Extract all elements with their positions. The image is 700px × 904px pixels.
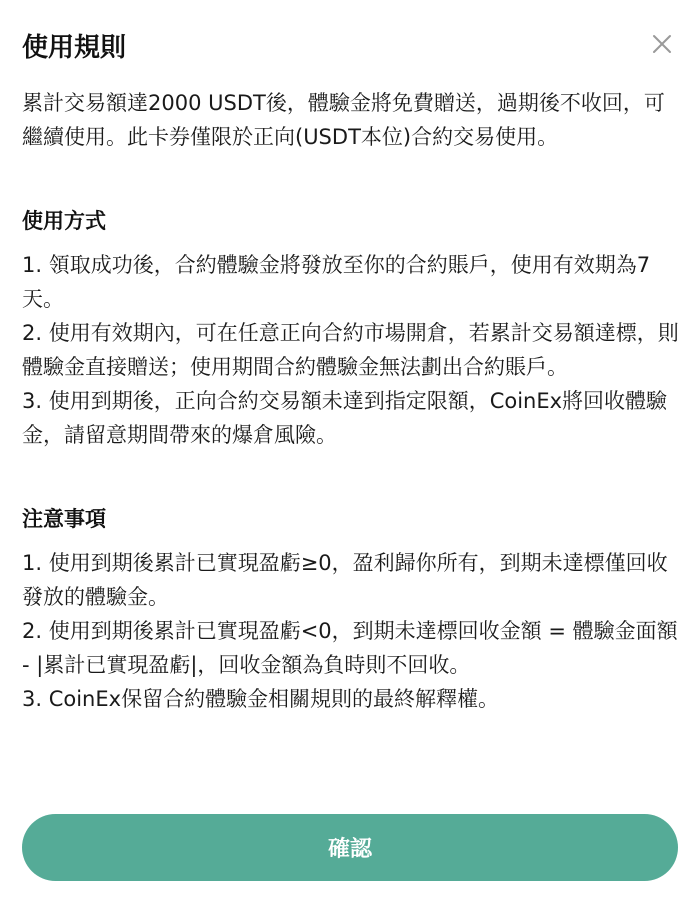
section-notes [22,502,680,716]
usage-item-3: 3. 使用到期後，正向合約交易額未達到指定限額，CoinEx將回收體驗金，請留意期間帶來的爆倉風險。 [22,389,668,447]
usage-item-1: 1. 領取成功後，合約體驗金將發放至你的合約賬戶，使用有效期為7天。 [22,253,651,311]
dialog-content [22,86,680,716]
dialog-title: 使用規則 [22,33,127,63]
notes-item-3: 3. CoinEx保留合約體驗金相關規則的最終解釋權。 [22,687,500,711]
close-icon[interactable] [650,32,674,56]
notes-item-1: 1. 使用到期後累計已實現盈虧≥0，盈利歸你所有，到期未達標僅回收發放的體驗金。 [22,551,668,609]
section-heading-usage: 使用方式 [22,209,106,233]
intro-text: 累計交易額達2000 USDT後，體驗金將免費贈送，過期後不收回，可繼續使用。此卡券僅限於正向(USDT本位)合約交易使用。 [22,91,665,149]
usage-item-2: 2. 使用有效期內，可在任意正向合約市場開倉，若累計交易額達標，則體驗金直接贈送；使用期間合約體驗金無法劃出合約賬戶。 [22,321,679,379]
section-heading-notes: 注意事項 [22,507,106,531]
section-usage [22,204,680,452]
notes-item-2: 2. 使用到期後累計已實現盈虧<0，到期未達標回收金額 = 體驗金面額 - |累計已實現盈虧|，回收金額為負時則不回收。 [22,619,678,677]
confirm-button[interactable]: 確認 [22,814,678,881]
